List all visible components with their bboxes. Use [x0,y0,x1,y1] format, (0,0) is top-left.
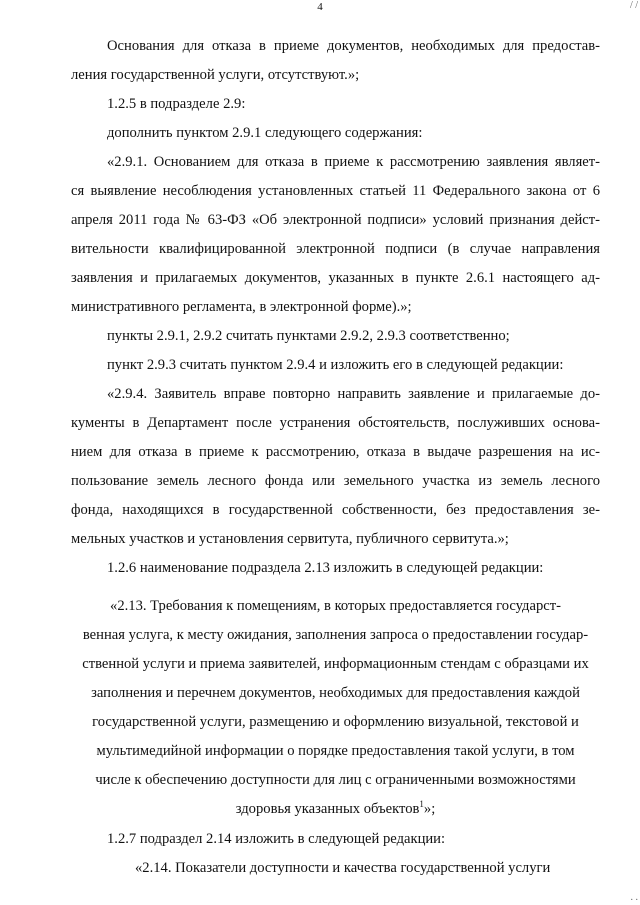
text-line: 1.2.5 в подразделе 2.9: [107,96,246,112]
text-line: пункты 2.9.1, 2.9.2 считать пунктами 2.9.2, 2.9.3 соответственно; [107,328,510,344]
scan-mark-bottom: . . [630,892,638,903]
text-line: фонда, находящихся в государственной собственности, без предоставления зе- [71,502,600,518]
text-line: мультимедийной информации о порядке предоставления такой услуги, в том [96,743,575,759]
text-line: «2.13. Требования к помещениям, в которых предоставляется государст- [110,598,561,614]
text-line: кументы в Департамент после устранения обстоятельств, послуживших основа- [71,415,600,431]
text-line: венная услуга, к месту ожидания, заполнения запроса о предоставлении государ- [82,627,589,643]
text-line: пункт 2.9.3 считать пунктом 2.9.4 и изложить его в следующей редакции: [107,357,564,373]
text-fragment: »; [423,801,436,817]
text-line: 1.2.6 наименование подраздела 2.13 изложить в следующей редакции: [107,560,544,576]
text-line: заявления и прилагаемых документов, указанных в пункте 2.6.1 настоящего ад- [71,270,600,286]
text-fragment: здоровья указанных объектов [235,801,420,817]
text-line: ся выявление несоблюдения установленных статьей 11 Федерального закона от 6 [71,183,600,199]
footnote-marker: 1 [419,799,424,810]
text-line: дополнить пунктом 2.9.1 следующего содержания: [107,125,423,141]
text-line: министративного регламента, в электронной форме).»; [71,299,412,315]
text-line: апреля 2011 года № 63-ФЗ «Об электронной подписи» условий признания дейст- [71,212,600,228]
text-line: пользование земель лесного фонда или земельного участка из земель лесного [71,473,600,489]
text-line: государственной услуги, размещению и оформлению визуальной, текстовой и [92,714,579,730]
text-line: 1.2.7 подраздел 2.14 изложить в следующей редакции: [107,831,446,847]
text-line: мельных участков и установления сервитута, публичного сервитута.»; [71,531,509,547]
text-line: вительности квалифицированной электронной подписи (в случае направления [71,241,600,257]
scan-mark-top: / / [629,0,638,11]
text-line: ления государственной услуги, отсутствуют.»; [71,67,360,83]
text-line: ственной услуги и приема заявителей, информационным стендам с образцами их [82,656,589,672]
text-line: «2.9.1. Основанием для отказа в приеме к рассмотрению заявления являет- [107,154,600,170]
page-number: 4 [317,1,323,13]
text-line-footnote-ref [71,799,600,819]
text-line: числе к обеспечению доступности для лиц с ограниченными возможностями [95,772,576,788]
text-line: Основания для отказа в приеме документов, необходимых для предостав- [107,38,600,54]
text-line: нием для отказа в приеме к рассмотрению, отказа в выдаче разрешения на ис- [71,444,600,460]
text-line: «2.14. Показатели доступности и качества государственной услуги [135,860,551,876]
text-line: «2.9.4. Заявитель вправе повторно направить заявление и прилагаемые до- [107,386,600,402]
text-line: заполнения и перечнем документов, необходимых для предоставления каждой [91,685,580,701]
